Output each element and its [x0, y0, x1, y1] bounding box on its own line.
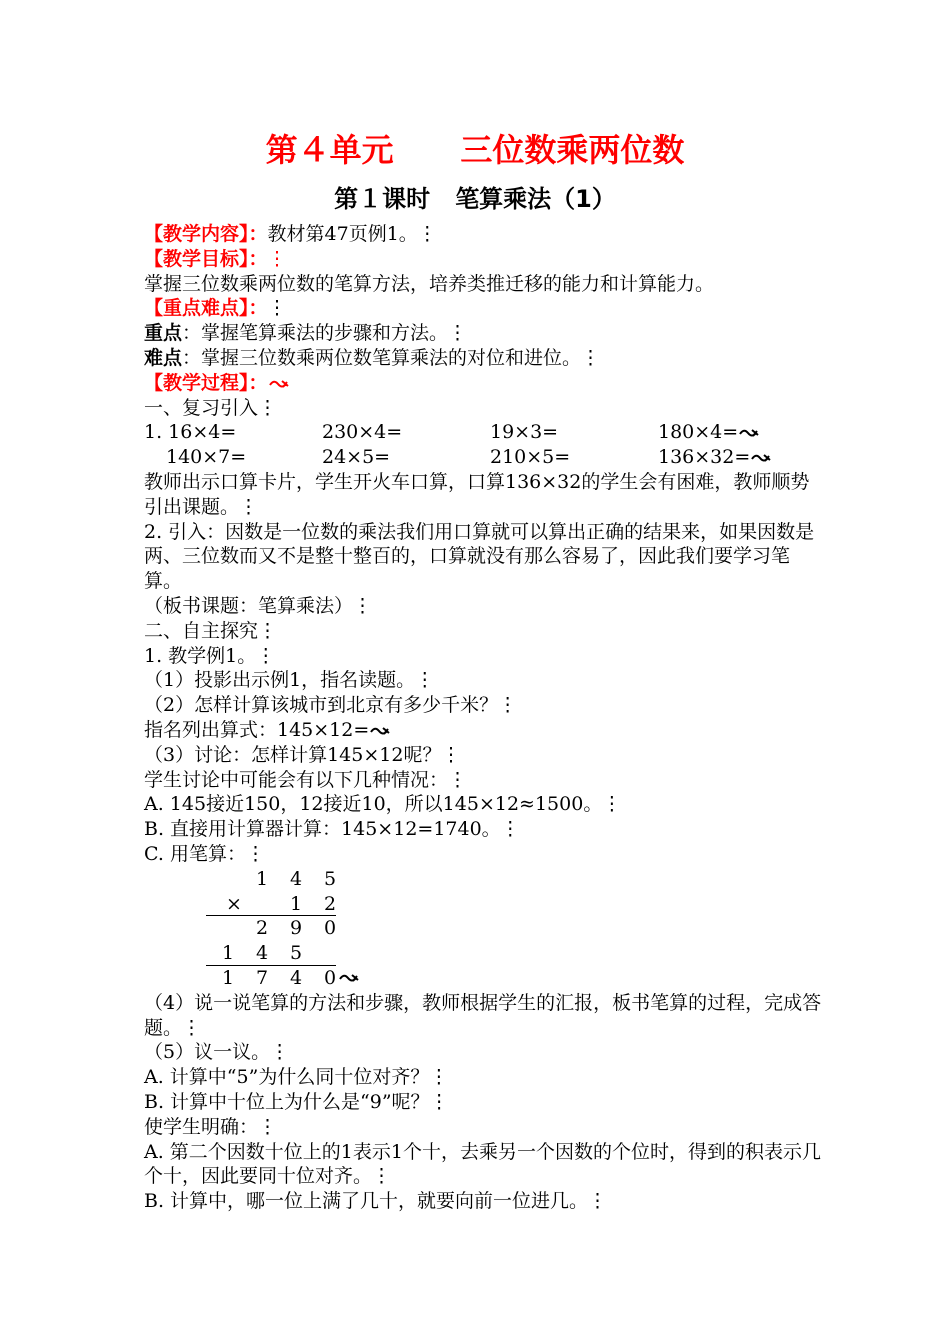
paragraph-mark-icon: ⋮ — [602, 793, 622, 816]
key-points-heading: 【重点难点】：⋮ — [144, 297, 287, 320]
squiggle-mark-icon — [738, 426, 760, 440]
digit: 2 — [255, 917, 269, 940]
paragraph: A. 145接近150，12接近10，所以145×12≈1500。⋮ — [144, 793, 622, 816]
difficult-point-line — [144, 346, 824, 371]
paragraph-mark-icon: ⋮ — [415, 669, 435, 692]
paragraph-mark-icon: ⋮ — [429, 1066, 449, 1089]
paragraph: C. 用笔算：⋮ — [144, 842, 265, 865]
paragraph-mark-icon: ⋮ — [372, 1165, 392, 1188]
lesson-topic: 笔算乘法（1） — [455, 185, 616, 213]
section-label: 【重点难点】 — [144, 297, 249, 320]
paragraph: 2. 引入：因数是一位数的乘法我们用口算就可以算出正确的结果来，如果因数是两、三位数而又不是整十整百的，口算就没有那么容易了，因此我们要学习笔算。 — [144, 520, 815, 593]
paragraph: （5）议一议。⋮ — [144, 1041, 290, 1064]
paragraph: 1. 教学例1。⋮ — [144, 644, 276, 667]
calc-item: 180×4= — [658, 420, 760, 445]
calc-item: 136×32= — [658, 445, 772, 470]
teaching-process-heading: 【教学过程】： — [144, 371, 824, 396]
calc-item: 210×5= — [490, 446, 571, 469]
board-note: （板书课题：笔算乘法）⋮ — [144, 594, 373, 617]
paragraph: B. 直接用计算器计算：145×12=1740。⋮ — [144, 818, 520, 841]
calc-item: 24×5= — [322, 446, 391, 469]
vertical-multiplication — [144, 867, 824, 991]
key-label: 重点 — [144, 322, 183, 345]
paragraph: 指名列出算式：145×12= — [144, 718, 824, 743]
paragraph: B. 计算中，哪一位上满了几十，就要向前一位进几。⋮ — [144, 1190, 608, 1213]
paragraph-mark-icon: ⋮ — [267, 297, 287, 320]
calc-item: 19×3= — [490, 421, 559, 444]
unit-title — [0, 128, 950, 172]
lesson-number: 第１课时 — [334, 185, 431, 213]
digit: 1 — [255, 867, 269, 890]
paragraph-mark-icon: ⋮ — [581, 346, 601, 369]
paragraph-mark-icon: ⋮ — [448, 768, 468, 791]
key-text: ：掌握笔算乘法的步骤和方法。 — [182, 322, 449, 345]
lesson-title — [0, 182, 950, 216]
paragraph-mark-icon: ⋮ — [441, 743, 461, 766]
digit: 0 — [323, 966, 337, 989]
section-label: 【教学内容】 — [144, 223, 249, 245]
section-heading: 二、自主探究⋮ — [144, 619, 278, 642]
digit: 4 — [289, 966, 303, 989]
digit: 1 — [221, 966, 235, 989]
paragraph-mark-icon: ⋮ — [588, 1190, 608, 1213]
multiply-sign: × — [226, 892, 242, 915]
digit: 9 — [289, 917, 303, 940]
teaching-goals-heading: 【教学目标】：⋮ — [144, 247, 287, 270]
paragraph-mark-icon: ⋮ — [353, 594, 373, 617]
section-label: 【教学目标】 — [144, 247, 249, 270]
teaching-content-line: 【教学内容】：教材第47页例1。⋮ — [144, 223, 437, 245]
digit: 1 — [221, 942, 235, 965]
calc-row — [144, 420, 824, 445]
paragraph-mark-icon: ⋮ — [182, 1016, 202, 1039]
paragraph: 学生讨论中可能会有以下几种情况：⋮ — [144, 768, 468, 791]
paragraph-mark-icon: ⋮ — [258, 619, 278, 642]
calc-item: 1. 16×4= — [144, 421, 237, 444]
teaching-goals-text: 掌握三位数乘两位数的笔算方法，培养类推迁移的能力和计算能力。 — [144, 272, 715, 295]
paragraph-mark-icon: ⋮ — [270, 1041, 290, 1064]
paragraph: （2）怎样计算该城市到北京有多少千米？⋮ — [144, 694, 518, 717]
paragraph: A. 第二个因数十位上的1表示1个十，去乘另一个因数的个位时，得到的积表示几个十，因此要同十位对齐。⋮ — [144, 1140, 821, 1188]
unit-number: 第４单元 — [265, 131, 394, 169]
digit: 7 — [255, 966, 269, 989]
paragraph-mark-icon: ⋮ — [239, 495, 259, 518]
paragraph: （4）说一说笔算的方法和步骤，教师根据学生的汇报，板书笔算的过程，完成答题。⋮ — [144, 991, 822, 1039]
paragraph-mark-icon: ⋮ — [429, 1090, 449, 1113]
paragraph-mark-icon: ⋮ — [448, 322, 468, 345]
squiggle-mark-icon — [338, 971, 360, 985]
paragraph-mark-icon: ⋮ — [498, 694, 518, 717]
digit: 4 — [289, 867, 303, 890]
digit: 0 — [323, 917, 337, 940]
paragraph-mark-icon: ⋮ — [256, 644, 276, 667]
paragraph: 教师出示口算卡片，学生开火车口算，口算136×32的学生会有困难，教师顺势引出课题。⋮ — [144, 470, 810, 518]
section-label: 【教学过程】 — [144, 371, 249, 394]
content-text: 教材第47页例1。 — [267, 223, 418, 245]
paragraph: B. 计算中十位上为什么是“9”呢？⋮ — [144, 1090, 449, 1113]
digit: 4 — [255, 942, 269, 965]
document-body — [144, 222, 824, 1214]
difficult-label: 难点 — [144, 346, 183, 369]
digit: 5 — [289, 942, 303, 965]
squiggle-mark-icon — [369, 724, 391, 738]
digit: 5 — [323, 867, 337, 890]
unit-topic: 三位数乘两位数 — [460, 131, 685, 169]
paragraph-mark-icon: ⋮ — [258, 1115, 278, 1138]
paragraph-mark-icon: ⋮ — [417, 223, 437, 245]
section-heading: 一、复习引入⋮ — [144, 396, 278, 419]
paragraph: （1）投影出示例1，指名读题。⋮ — [144, 669, 435, 692]
paragraph: （3）讨论：怎样计算145×12呢？⋮ — [144, 743, 461, 766]
paragraph: A. 计算中“5”为什么同十位对齐？⋮ — [144, 1066, 449, 1089]
key-point-line — [144, 321, 824, 346]
paragraph-mark-icon: ⋮ — [500, 818, 520, 841]
calc-item: 140×7= — [166, 446, 247, 469]
paragraph-mark-icon: ⋮ — [267, 247, 287, 270]
squiggle-mark-icon — [750, 451, 772, 465]
paragraph-mark-icon: ⋮ — [245, 842, 265, 865]
calc-row — [144, 445, 824, 470]
difficult-text: ：掌握三位数乘两位数笔算乘法的对位和进位。 — [182, 346, 582, 369]
calc-item: 230×4= — [322, 421, 403, 444]
digit: 1 — [289, 892, 303, 915]
squiggle-mark-icon — [268, 377, 290, 391]
paragraph-mark-icon: ⋮ — [258, 396, 278, 419]
digit: 2 — [323, 892, 337, 915]
paragraph: 使学生明确：⋮ — [144, 1115, 278, 1138]
